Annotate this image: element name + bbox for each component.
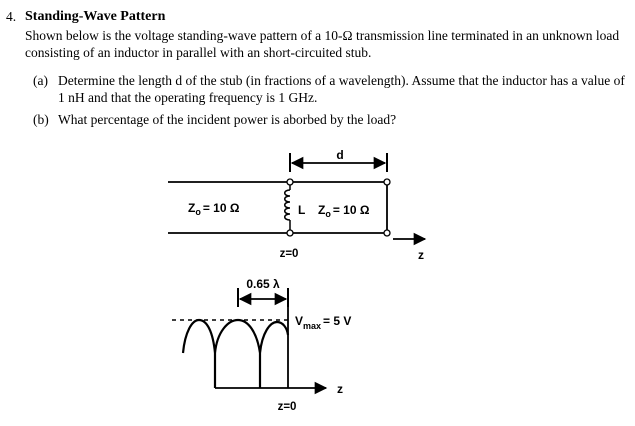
problem-number: 4. xyxy=(6,9,17,24)
inductor-coil xyxy=(285,190,290,220)
circuit-z0-label: z=0 xyxy=(279,248,299,260)
standing-wave-curve xyxy=(183,320,288,388)
terminal xyxy=(287,230,293,236)
wave-z-axis-label: z xyxy=(337,382,343,396)
wave-z0-label: z=0 xyxy=(277,401,297,413)
terminal xyxy=(287,179,293,185)
standing-wave-diagram xyxy=(172,277,351,413)
part-b-text: What percentage of the incident power is aborbed by the load? xyxy=(58,112,397,127)
part-b-label: (b) xyxy=(33,112,49,127)
problem-intro: Shown below is the voltage standing-wave pattern of a 10-Ω transmission line terminated in an unknown load consisting of an inductor in parallel with an short-circuited stub. xyxy=(25,28,620,60)
circuit-z-axis-label: z xyxy=(418,248,424,262)
circuit-diagram xyxy=(168,148,425,262)
line-impedance-label: $Z_o = 10$ Ω xyxy=(188,201,240,217)
spacing-label: 0.65 λ xyxy=(246,277,280,291)
inductor-label: L xyxy=(298,203,306,217)
vmax-label: $V_{max} = 5$ V xyxy=(295,314,352,331)
problem-title: Standing-Wave Pattern xyxy=(25,9,166,24)
stub-impedance-label: $Z_o = 10$ Ω xyxy=(318,203,370,219)
stub-length-label: d xyxy=(336,148,344,162)
terminal xyxy=(384,230,390,236)
terminal xyxy=(384,179,390,185)
part-a-label: (a) xyxy=(33,73,48,88)
part-a-text: Determine the length d of the stub (in fractions of a wavelength). Assume that the inductor has a value of 1 nH and that the operating frequency is 1 GHz. xyxy=(58,73,625,105)
